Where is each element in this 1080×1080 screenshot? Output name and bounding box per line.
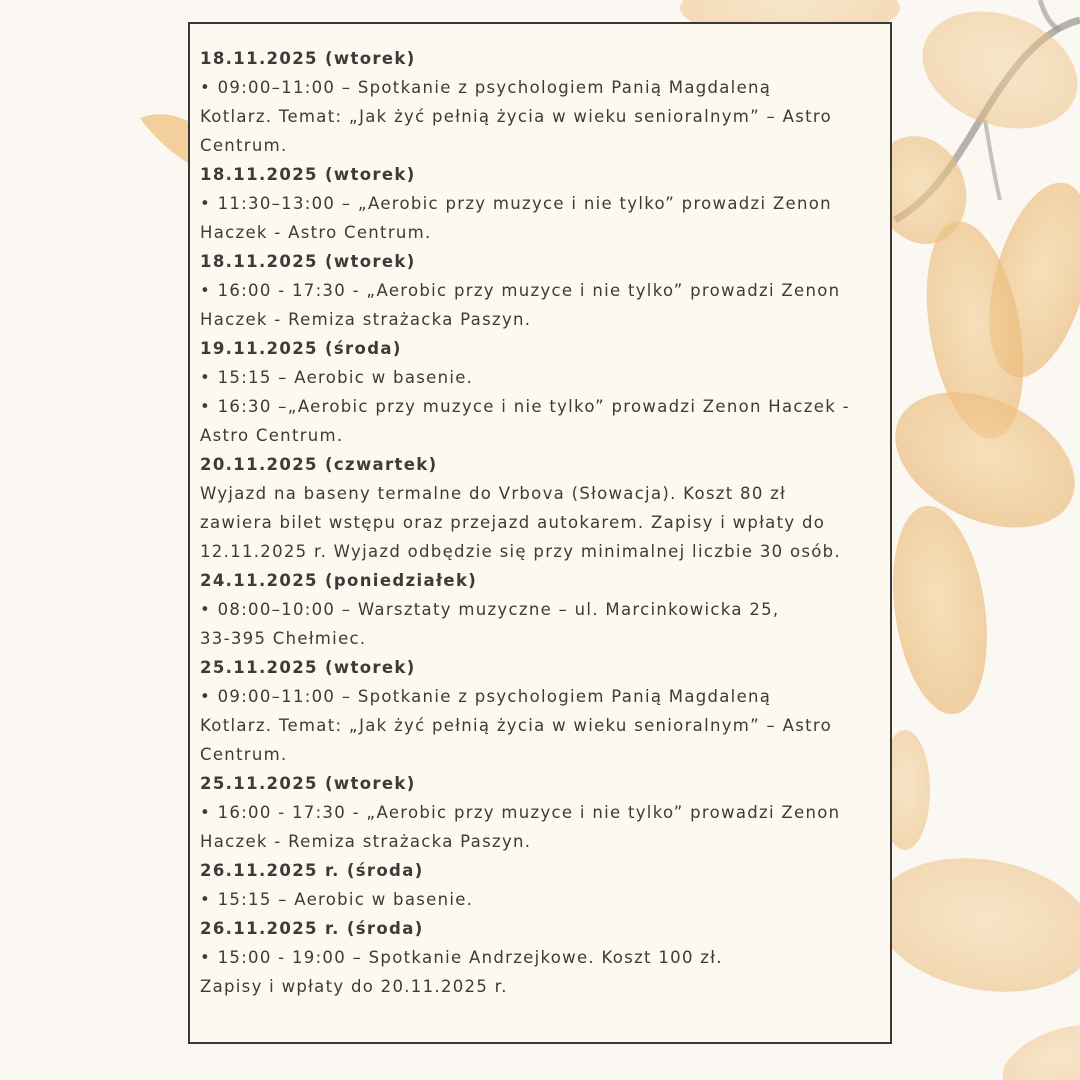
entry-detail-line: Haczek - Remiza strażacka Paszyn. [200, 832, 532, 851]
entry-detail-line: Haczek - Remiza strażacka Paszyn. [200, 310, 532, 329]
schedule-card [188, 22, 892, 1044]
entry-date-heading: 25.11.2025 (wtorek) [200, 658, 416, 677]
entry-detail-line: • 09:00–11:00 – Spotkanie z psychologiem Panią Magdaleną [200, 687, 772, 706]
entry-detail-line: Astro Centrum. [200, 426, 344, 445]
schedule-entry [200, 334, 880, 450]
entry-detail-line: 33-395 Chełmiec. [200, 629, 367, 648]
schedule-entry [200, 44, 880, 160]
entry-detail-line: • 16:00 - 17:30 - „Aerobic przy muzyce i nie tylko” prowadzi Zenon [200, 281, 841, 300]
entry-date-heading: 18.11.2025 (wtorek) [200, 252, 416, 271]
schedule-entry [200, 914, 880, 1001]
entry-detail-line: • 16:00 - 17:30 - „Aerobic przy muzyce i nie tylko” prowadzi Zenon [200, 803, 841, 822]
entry-detail-line: • 15:15 – Aerobic w basenie. [200, 368, 474, 387]
entry-detail-line: zawiera bilet wstępu oraz przejazd autokarem. Zapisy i wpłaty do [200, 513, 826, 532]
schedule-entry [200, 160, 880, 247]
entry-date-heading: 26.11.2025 r. (środa) [200, 919, 424, 938]
schedule-entry [200, 566, 880, 653]
entry-detail-line: Centrum. [200, 136, 288, 155]
entry-date-heading: 18.11.2025 (wtorek) [200, 49, 416, 68]
entry-detail-line: 12.11.2025 r. Wyjazd odbędzie się przy minimalnej liczbie 30 osób. [200, 542, 841, 561]
entry-detail-line: • 08:00–10:00 – Warsztaty muzyczne – ul. Marcinkowicka 25, [200, 600, 780, 619]
entry-detail-line: Kotlarz. Temat: „Jak żyć pełnią życia w wieku senioralnym” – Astro [200, 716, 833, 735]
entry-date-heading: 26.11.2025 r. (środa) [200, 861, 424, 880]
entry-detail-line: Centrum. [200, 745, 288, 764]
entry-date-heading: 18.11.2025 (wtorek) [200, 165, 416, 184]
entry-detail-line: • 15:00 - 19:00 – Spotkanie Andrzejkowe. Koszt 100 zł. [200, 948, 723, 967]
entry-detail-line: • 16:30 –„Aerobic przy muzyce i nie tylko” prowadzi Zenon Haczek - [200, 397, 850, 416]
schedule-entry [200, 653, 880, 769]
entry-date-heading: 25.11.2025 (wtorek) [200, 774, 416, 793]
entry-detail-line: • 09:00–11:00 – Spotkanie z psychologiem Panią Magdaleną [200, 78, 772, 97]
entry-date-heading: 20.11.2025 (czwartek) [200, 455, 438, 474]
schedule-entry [200, 247, 880, 334]
entry-detail-line: Kotlarz. Temat: „Jak żyć pełnią życia w wieku senioralnym” – Astro [200, 107, 833, 126]
entry-detail-line: Haczek - Astro Centrum. [200, 223, 432, 242]
schedule-entry [200, 450, 880, 566]
schedule-entry [200, 769, 880, 856]
entry-detail-line: Zapisy i wpłaty do 20.11.2025 r. [200, 977, 508, 996]
entry-detail-line: Wyjazd na baseny termalne do Vrbova (Słowacja). Koszt 80 zł [200, 484, 787, 503]
entry-date-heading: 19.11.2025 (środa) [200, 339, 402, 358]
entry-date-heading: 24.11.2025 (poniedziałek) [200, 571, 478, 590]
entry-detail-line: • 15:15 – Aerobic w basenie. [200, 890, 474, 909]
schedule-entry [200, 856, 880, 914]
entry-detail-line: • 11:30–13:00 – „Aerobic przy muzyce i nie tylko” prowadzi Zenon [200, 194, 832, 213]
